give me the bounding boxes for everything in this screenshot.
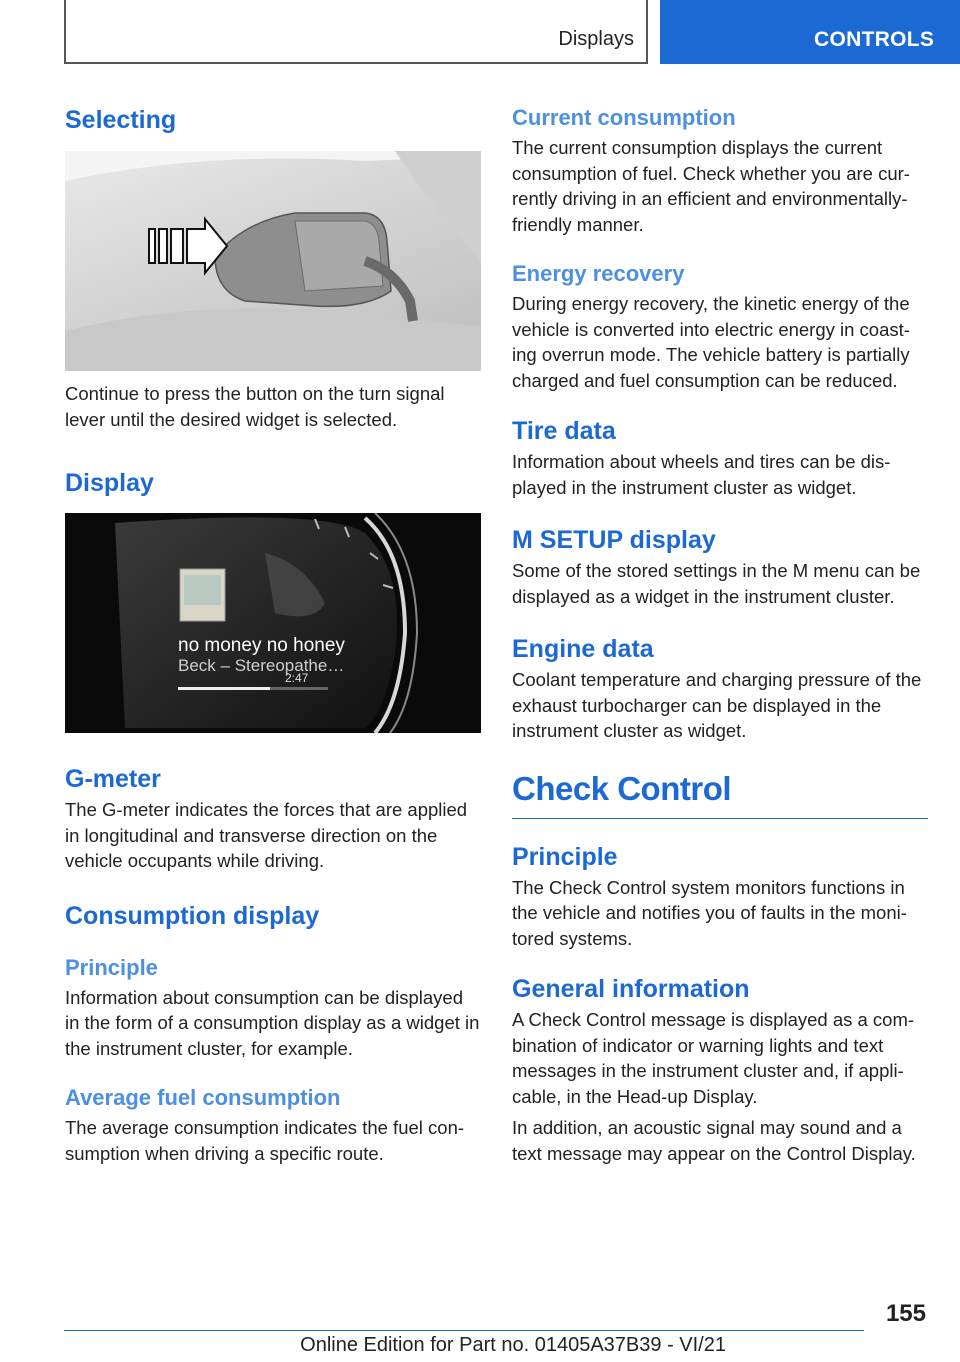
current-consumption-text: The current consumption displays the current consumption of fuel. Check whether you are currently driving in an efficient and environmentally-friendly manner.	[512, 137, 910, 235]
cluster-song-title: no money no honey	[178, 635, 345, 656]
heading-g-meter: G-meter	[65, 765, 161, 793]
right-column	[512, 98, 928, 1166]
energy-recovery-text: During energy recovery, the kinetic energy of the vehicle is converted into electric energy in coasting overrun mode. The vehicle battery is partially charged and fuel consumption can be reduced.	[512, 293, 910, 391]
cluster-track-time: 2:47	[285, 671, 309, 685]
tire-data-text: Information about wheels and tires can be displayed in the instrument cluster as widget.	[512, 451, 891, 498]
average-fuel-consumption-text: The average consumption indicates the fuel consumption when driving a specific route.	[65, 1117, 465, 1164]
heading-consumption-display: Consumption display	[65, 901, 320, 930]
cluster-progress-fill	[178, 687, 270, 690]
header-chapter-tab	[660, 0, 960, 64]
header-section-box	[64, 0, 648, 64]
left-column	[65, 98, 481, 1166]
heading-cc-principle: Principle	[512, 842, 618, 871]
engine-data-text: Coolant temperature and charging pressure of the exhaust turbocharger can be displayed in the instrument cluster as widget.	[512, 669, 922, 741]
heading-average-fuel-consumption: Average fuel consumption	[65, 1085, 341, 1110]
cluster-artist: Beck – Stereopathe…	[178, 656, 345, 675]
heading-energy-recovery: Energy recovery	[512, 261, 685, 286]
heading-tire-data: Tire data	[512, 417, 616, 445]
general-information-text: A Check Control message is displayed as a combination of indicator or warning lights and text messages in the instrument cluster and, if applicable, in the Head-up Display.	[512, 1009, 915, 1107]
header-chapter-label: CONTROLS	[814, 28, 935, 51]
g-meter-text: The G-meter indicates the forces that are applied in longitudinal and transverse direction on the vehicle occupants while driving.	[65, 799, 468, 871]
selecting-text: Continue to press the button on the turn signal lever until the desired widget is selected.	[65, 383, 445, 430]
heading-engine-data: Engine data	[512, 635, 654, 663]
general-information-text-2: In addition, an acoustic signal may sound and a text message may appear on the Control Display.	[512, 1117, 916, 1164]
instrument-cluster-drawing	[65, 513, 481, 733]
heading-display: Display	[65, 469, 154, 497]
turn-signal-lever-drawing	[65, 151, 481, 371]
heading-general-information: General information	[512, 975, 750, 1003]
heading-check-control: Check Control	[512, 769, 732, 807]
principle-text: Information about consumption can be displayed in the form of a consumption display as a widget in the instrument cluster, for example.	[65, 986, 480, 1059]
page-number: 155	[885, 1300, 926, 1327]
instrument-cluster-illustration	[65, 513, 481, 733]
heading-current-consumption: Current consumption	[512, 105, 736, 130]
heading-selecting: Selecting	[65, 106, 177, 134]
header-section-title: Displays	[558, 28, 634, 50]
check-control-rule	[512, 818, 928, 819]
m-setup-display-text: Some of the stored settings in the M menu can be displayed as a widget in the instrument cluster.	[512, 560, 921, 607]
footer-edition	[0, 1334, 960, 1357]
cc-principle-text: The Check Control system monitors functions in the vehicle and notifies you of faults in the monitored systems.	[512, 876, 907, 949]
footer-edition-text: Online Edition for Part no. 01405A37B39 - VI/21	[300, 1334, 726, 1356]
footer-rule	[64, 1330, 864, 1331]
heading-m-setup-display: M SETUP display	[512, 526, 716, 554]
heading-principle: Principle	[65, 954, 158, 980]
turn-signal-lever-illustration	[65, 151, 481, 371]
